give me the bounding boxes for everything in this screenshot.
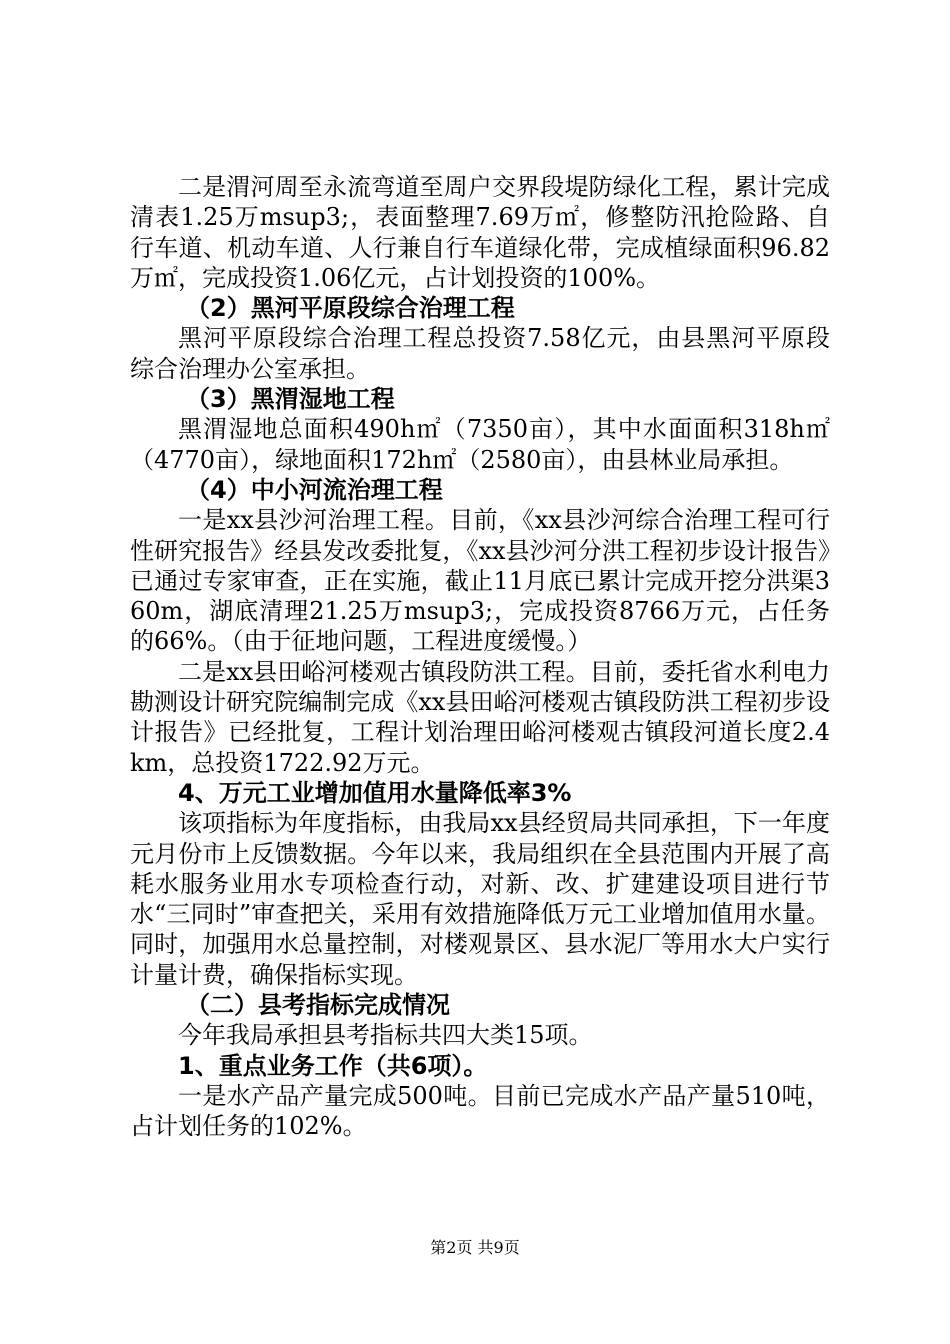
heading-water-reduction: 4、万元工业增加值用水量降低率3% bbox=[178, 778, 572, 807]
paragraph-tianyu-river: 二是xx县田峪河楼观古镇段防洪工程。目前，委托省水利电力勘测设计研究院编制完成《xx县田峪河楼观古镇段防洪工程初步设计报告》已经批复，工程计划治理田峪河楼观古镇段河道长度2.4km，总投资1722.92万元。 bbox=[130, 657, 830, 777]
paragraph-water-reduction: 该项指标为年度指标，由我局xx县经贸局共同承担，下一年度元月份市上反馈数据。今年以来，我局组织在全县范围内开展了高耗水服务业用水专项检查行动，对新、改、扩建建设项目进行节水“三同时”审查把关，采用有效措施降低万元工业增加值用水量。同时，加强用水总量控制，对楼观景区、县水泥厂等用水大户实行计量计费，确保指标实现。 bbox=[130, 809, 830, 989]
paragraph-county-indicators: 今年我局承担县考指标共四大类15项。 bbox=[178, 1021, 593, 1050]
paragraph-heiwei-wetland: 黑渭湿地总面积490h㎡（7350亩），其中水面面积318h㎡（4770亩），绿地面积172h㎡（2580亩），由县林业局承担。 bbox=[130, 415, 830, 474]
heading-small-rivers: （4）中小河流治理工程 bbox=[186, 475, 443, 504]
paragraph-weihe-greening: 二是渭河周至永流弯道至周户交界段堤防绿化工程，累计完成清表1.25万msup3;，表面整理7.69万㎡，修整防汛抢险路、自行车道、机动车道、人行兼自行车道绿化带，完成植绿面积96.82万㎡，完成投资1.06亿元，占计划投资的100%。 bbox=[130, 173, 830, 292]
heading-heihe-plain: （2）黑河平原段综合治理工程 bbox=[186, 294, 515, 323]
heading-heiwei-wetland: （3）黑渭湿地工程 bbox=[186, 385, 395, 414]
paragraph-shahe: 一是xx县沙河治理工程。目前，《xx县沙河综合治理工程可行性研究报告》经县发改委批复，《xx县沙河分洪工程初步设计报告》已通过专家审查，正在实施，截止11月底已累计完成开挖分洪渠360m，湖底清理21.25万msup3;，完成投资8766万元，占任务的66%。（由于征地问题，工程进度缓慢。） bbox=[130, 506, 830, 656]
paragraph-heihe-plain: 黑河平原段综合治理工程总投资7.58亿元，由县黑河平原段综合治理办公室承担。 bbox=[130, 324, 830, 383]
heading-county-indicators: （二）县考指标完成情况 bbox=[186, 991, 450, 1020]
page-footer: 第2页 共9页 bbox=[430, 1238, 520, 1257]
heading-key-work: 1、重点业务工作（共6项）。 bbox=[178, 1051, 488, 1080]
paragraph-aquatic-products: 一是水产品产量完成500吨。目前已完成水产品产量510吨，占计划任务的102%。 bbox=[130, 1081, 830, 1141]
document-body bbox=[130, 172, 830, 1142]
